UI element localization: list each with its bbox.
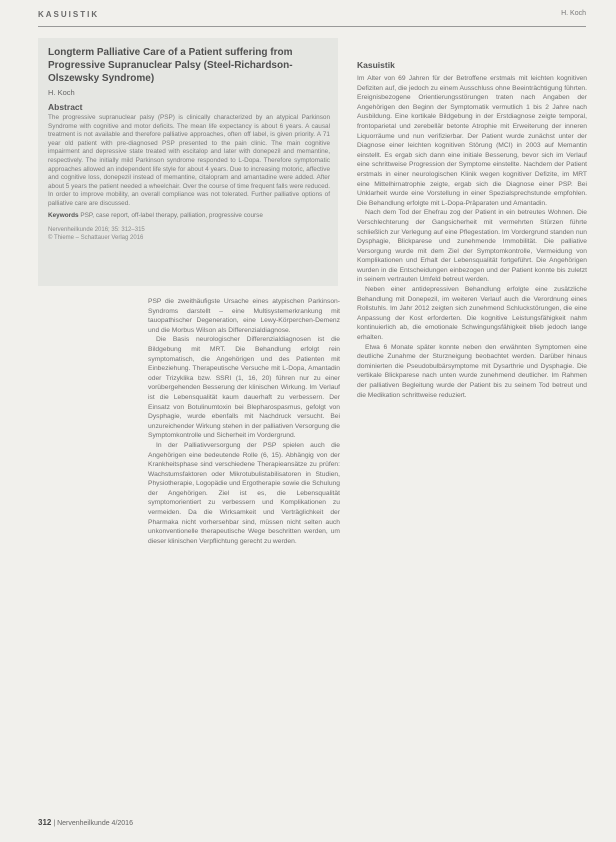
publisher-note: © Thieme – Schattauer Verlag 2016 bbox=[48, 235, 144, 242]
page-footer bbox=[38, 818, 133, 827]
intro-text bbox=[148, 297, 340, 546]
keywords-line bbox=[48, 212, 330, 221]
citation: Nervenheilkunde 2016; 35: 312–315 bbox=[48, 227, 145, 234]
kasuistik-heading: Kasuistik bbox=[357, 60, 395, 70]
abstract-heading: Abstract bbox=[48, 102, 83, 112]
journal-issue: Nervenheilkunde 4/2016 bbox=[57, 820, 133, 827]
intro-paragraph: Die Basis neurologischer Differenzialdiagnosen ist die Bildgebung mit MRT. Die Behandlung erfolgt rein symptomatisch, die Angehörigen und des Patienten mit Einbeziehung. Therapeutische Versuche mit L-Dopa, Amantadin oder Trizyklika bzw. SSRI (1, 16, 20) führen nur zu einer vorübergehenden Besserung der klinischen Wirkung. Im Verlauf ist die Lebensqualität kaum dauerhaft zu verbessern. Der Einsatz von Botulinumtoxin bei Blepharospasmus, gefolgt von Dysphagie, wurde ebenfalls mit Nachdruck versucht. Bei unzureichender Wirkung stehen in der palliativen Versorgung die Symptomkontrolle und Sicherheit im Vordergrund. bbox=[148, 336, 340, 440]
intro-paragraph: In der Palliativversorgung der PSP spielen auch die Angehörigen eine bedeutende Rolle (6, 15). Abhängig von der Krankheitsphase sind verschiedene Therapieansätze zu prüfen: Wachstumsfaktoren oder Mikrotubulistabilisatoren in Studien, Physiotherapie, Logopädie und Ergotherapie sowie die Schulung der Angehörigen. Ziel ist es, die Lebensqualität symptomorientiert zu verbessern und Komplikationen zu vermeiden. Da die Wirksamkeit und Verträglichkeit der Pharmaka nicht vorhersehbar sind, müssen nicht selten auch unkonventionelle therapeutische Wege beschritten werden, um dieser klinischen Verpflichtung gerecht zu werden. bbox=[148, 441, 340, 545]
kasuistik-paragraph: Etwa 6 Monate später konnte neben den erwähnten Symptomen eine deutliche Zunahme der Sturzneigung beobachtet werden. Darüber hinaus dominierten die Pseudobulbärsymptome mit Dysarthrie und Dysphagie. Die vertikale Blickparese nach unten wurde zunehmend deutlicher. Im Rahmen der palliativen Begleitung wurde der Patient bis zu seinem Tod betreut und die Medikation schrittweise reduziert. bbox=[357, 343, 587, 399]
intro-column bbox=[148, 297, 340, 546]
english-abstract-box bbox=[38, 38, 338, 286]
article-title: Longterm Palliative Care of a Patient suffering from Progressive Supranuclear Palsy (Steel-Richardson-Olszewsky Syndrome) bbox=[48, 47, 293, 84]
article-author: H. Koch bbox=[48, 88, 75, 97]
section-label: KASUISTIK bbox=[38, 10, 100, 19]
kasuistik-column bbox=[357, 60, 587, 400]
bibliographic-info bbox=[48, 226, 330, 242]
keywords-label: Keywords bbox=[48, 211, 79, 219]
kasuistik-text bbox=[357, 74, 587, 400]
header-author: H. Koch bbox=[561, 10, 586, 17]
page-number: 312 bbox=[38, 818, 52, 827]
header-rule bbox=[38, 26, 586, 27]
kasuistik-paragraph: Im Alter von 69 Jahren für der Betroffene erstmals mit leichten kognitiven Defiziten auf, die jedoch zu einem Ausschluss ohne Beeinträchtigung führten. Ereignisbezogene Orientierungsstörungen traten nach Angaben der Angehörigen den Beginn der Symptomatik vermutlich 1 bis 2 Jahre nach Ausbildung. Eine kortikale Bildgebung in der Erstdiagnose zeigte temporal, frontoparietal und zerebellär betonte Atrophie mit Erweiterung der inneren Liquorräume und nun verifizierbar. Der Patient wurde zunächst unter der Diagnose einer leichten kognitiven Störung (MCI) in 2003 auf Memantin einstellt. Es ergab sich dann eine initiale Besserung, bevor sich im Verlauf eine schrittweise Progression der Symptome einstellte. Nachdem der Patient erstmals in einer neurologischen Klinik wegen kognitiver Defizite, im MRT eine Mittelhirnatrophie zeigte, ergab sich die Diagnose einer PSP. Bei Unklarheit wurde eine Vorstellung in einer Spezialsprechstunde empfohlen. Die Behandlung erfolgte mit L-Dopa-Präparaten und Amantadin. bbox=[357, 75, 587, 207]
kasuistik-paragraph: Neben einer antidepressiven Behandlung erfolgte eine zusätzliche Behandlung mit Donepezil, im weiteren Verlauf auch die Verordnung eines Rollstuhls. Im Jahr 2012 zeigten sich zunehmend Schluckstörungen, die eine Anpassung der Kost erforderten. Die kognitive Leistungsfähigkeit nahm kontinuierlich ab, die emotionale Schwingungsfähigkeit blieb jedoch lange erhalten. bbox=[357, 286, 587, 342]
keywords-text: PSP, case report, off-label therapy, palliation, progressive course bbox=[80, 211, 263, 219]
kasuistik-paragraph: Nach dem Tod der Ehefrau zog der Patient in ein betreutes Wohnen. Die Verschlechterung der Gangsicherheit mit vermehrten Stürzen führte schließlich zur Verlegung auf eine Pflegestation. Im Vordergrund standen nun Dysphagie, Blickparese und zunehmende Immobilität. Die palliative Versorgung wurde mit dem Ziel der Symptomkontrolle, Vermeidung von Komplikationen und Erhalt der Lebensqualität fortgeführt. Die Angehörigen wurden in die Entscheidungen einbezogen und der Patient konnte bis zuletzt in seinem vertrauten Umfeld betreut werden. bbox=[357, 209, 587, 284]
abstract-text: The progressive supranuclear palsy (PSP) is clinically characterized by an atypical Parkinson Syndrome with cognitive and motor deficits. The mean life expectancy is about 6 years. A causal treatment is not available and therefore palliative approaches, often off label, is given priority. A 71 year old patient with pre-diagnosed PSP presented to the pain clinic. The main cognitive impairment and depressive state treated with escitalop and later with donepezil and memantine, respectively. The initially mild Parkinson syndrome responded to L-Dopa. Therefore symptomatic approaches allowed an independent life style for about 4 years. Due to increasing motoric, affective and cognitive loss, donepezil instead of memantine, citalopram and amantadine were added. After about 5 years the patient needed a wheelchair. Over the course of time frequent falls were reduced. In order to improve mobility, an overall compliance was not tolerated. Further palliative options of palliative care are discussed. bbox=[48, 114, 330, 207]
intro-paragraph: PSP die zweithäufigste Ursache eines atypischen Parkinson-Syndroms darstellt – eine Multisystemerkrankung mit tauopathischer Degeneration, eine Lewy-Körperchen-Demenz und die Morbus Wilson als Differenzialdiagnose. bbox=[148, 298, 340, 334]
footer-separator: | bbox=[53, 820, 58, 827]
